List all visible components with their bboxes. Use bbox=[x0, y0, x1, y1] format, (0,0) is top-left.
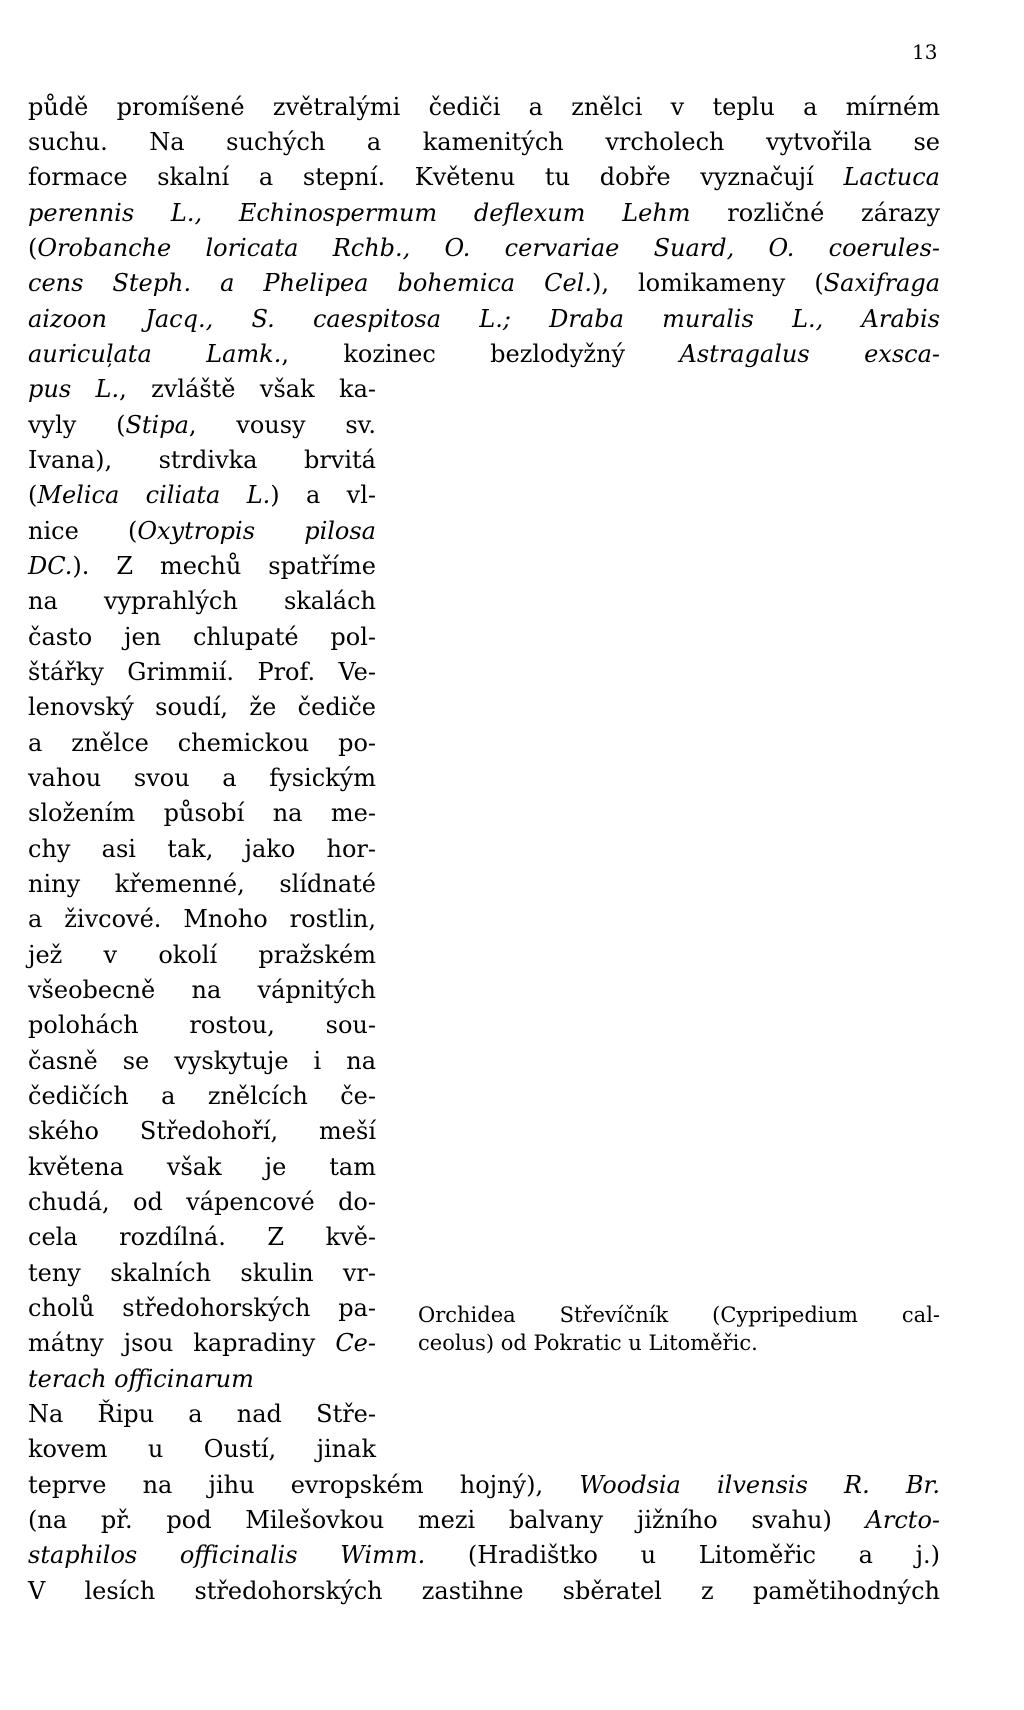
text-line bbox=[28, 198, 940, 228]
species-name: auricuļata Lamk. bbox=[28, 340, 282, 368]
caption-line: Orchidea Střevíčník (Cypripedium cal- bbox=[418, 1303, 940, 1327]
text-line bbox=[28, 551, 376, 581]
text-span: ). Z mechů spatříme bbox=[72, 552, 376, 580]
species-name: terach officinarum bbox=[28, 1365, 254, 1393]
text-line bbox=[28, 1364, 376, 1394]
text-line bbox=[28, 410, 376, 440]
text-span: nice ( bbox=[28, 517, 138, 545]
text-span: teprve na jihu evropském hojný), bbox=[28, 1471, 580, 1499]
species-name: Woodsia ilvensis R. Br. bbox=[579, 1471, 940, 1499]
text-span: , vousy sv. bbox=[188, 411, 376, 439]
text-line: chy asi tak, jako hor- bbox=[28, 835, 376, 863]
species-name: Melica ciliata L. bbox=[37, 481, 271, 509]
species-name: Ce- bbox=[335, 1329, 376, 1357]
text-line bbox=[28, 339, 940, 369]
text-line: lenovský soudí, že čediče bbox=[28, 693, 376, 721]
text-line: vahou svou a fysickým bbox=[28, 764, 376, 792]
species-name: Oxytropis pilosa bbox=[137, 517, 376, 545]
species-name: Astragalus exsca- bbox=[679, 340, 940, 368]
text-line: čedičích a znělcích če- bbox=[28, 1082, 376, 1110]
text-line bbox=[28, 480, 376, 510]
text-line: niny křemenné, slídnaté bbox=[28, 870, 376, 898]
species-name: staphilos officinalis Wimm. bbox=[28, 1541, 426, 1569]
text-line: často jen chlupaté pol- bbox=[28, 623, 376, 651]
text-line: jež v okolí pražském bbox=[28, 941, 376, 969]
species-name: Stipa bbox=[125, 411, 189, 439]
text-line: kovem u Oustí, jinak bbox=[28, 1435, 376, 1463]
text-line: teny skalních skulin vr- bbox=[28, 1259, 376, 1287]
text-line: cholů středohorských pa- bbox=[28, 1294, 376, 1322]
species-name: Saxifraga bbox=[823, 269, 941, 297]
text-span: ( bbox=[28, 234, 38, 262]
text-line: cela rozdílná. Z kvě- bbox=[28, 1223, 376, 1251]
text-line bbox=[28, 1470, 940, 1500]
text-span: ) a vl- bbox=[270, 481, 376, 509]
species-name: pus L. bbox=[28, 375, 120, 403]
text-line bbox=[28, 516, 376, 546]
text-span: (Hradištko u Litoměřic a j.) bbox=[425, 1541, 940, 1569]
text-line bbox=[28, 1328, 376, 1358]
text-span: mátny jsou kapradiny bbox=[28, 1329, 336, 1357]
text-line bbox=[28, 268, 940, 298]
species-name: DC. bbox=[28, 552, 73, 580]
species-name: Arcto- bbox=[865, 1506, 940, 1534]
text-line: Na Řipu a nad Stře- bbox=[28, 1400, 376, 1428]
species-name: perennis L., Echinospermum deflexum Lehm bbox=[28, 199, 691, 227]
caption-line: ceolus) od Pokratic u Litoměřic. bbox=[418, 1331, 758, 1355]
text-line: půdě promíšené zvětralými čediči a znělci v teplu a mírném bbox=[28, 93, 940, 121]
text-line: chudá, od vápencové do- bbox=[28, 1188, 376, 1216]
text-span: , zvláště však ka- bbox=[119, 375, 376, 403]
species-name: cens Steph. a Phelipea bohemica Cel. bbox=[28, 269, 592, 297]
page-number: 13 bbox=[912, 40, 938, 64]
text-line: polohách rostou, sou- bbox=[28, 1011, 376, 1039]
text-span: , kozinec bezlodyžný bbox=[281, 340, 680, 368]
text-line: na vyprahlých skalách bbox=[28, 587, 376, 615]
text-span: formace skalní a stepní. Květenu tu dobře vyznačují bbox=[28, 163, 844, 191]
text-line bbox=[28, 162, 940, 192]
text-span: ), lomikameny ( bbox=[591, 269, 824, 297]
text-span: vyly ( bbox=[28, 411, 126, 439]
text-line: složením působí na me- bbox=[28, 799, 376, 827]
text-line: a znělce chemickou po- bbox=[28, 729, 376, 757]
text-line: V lesích středohorských zastihne sběratel z pamětihodných bbox=[28, 1577, 940, 1605]
text-line bbox=[28, 1540, 940, 1570]
text-span: rozličné zárazy bbox=[690, 199, 940, 227]
species-name: Lactuca bbox=[843, 163, 940, 191]
text-span: (na př. pod Milešovkou mezi balvany jižního svahu) bbox=[28, 1506, 866, 1534]
text-line bbox=[28, 304, 940, 334]
text-line: štářky Grimmií. Prof. Ve- bbox=[28, 658, 376, 686]
text-line: časně se vyskytuje i na bbox=[28, 1047, 376, 1075]
species-name: Orobanche loricata Rchb., O. cervariae Suard, O. coerules- bbox=[37, 234, 940, 262]
text-line bbox=[28, 1505, 940, 1535]
text-line: Ivana), strdivka brvitá bbox=[28, 446, 376, 474]
text-line bbox=[28, 233, 940, 263]
text-line: všeobecně na vápnitých bbox=[28, 976, 376, 1004]
species-name: aizoon Jacq., S. caespitosa L.; Draba muralis L., Arabis bbox=[28, 305, 940, 333]
text-line: květena však je tam bbox=[28, 1153, 376, 1181]
text-span: ( bbox=[28, 481, 38, 509]
text-line: ského Středohoří, meší bbox=[28, 1117, 376, 1145]
text-line: a živcové. Mnoho rostlin, bbox=[28, 905, 376, 933]
text-line bbox=[28, 374, 376, 404]
text-line: suchu. Na suchých a kamenitých vrcholech vytvořila se bbox=[28, 128, 940, 156]
